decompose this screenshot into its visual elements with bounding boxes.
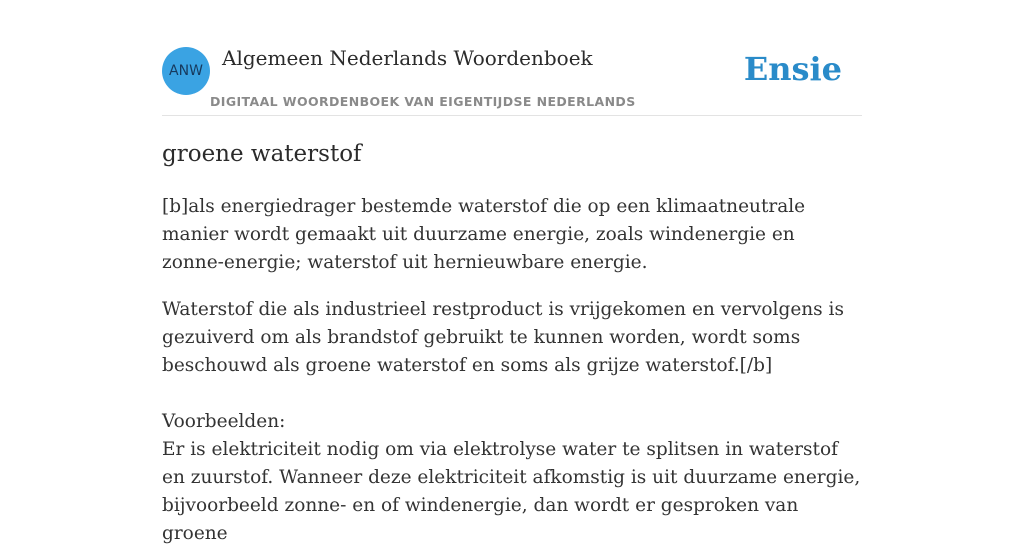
entry-headword: groene waterstof [162, 141, 362, 167]
examples-label: Voorbeelden: [162, 411, 286, 432]
site-header [162, 38, 862, 116]
entry-content [162, 136, 862, 548]
ensie-brand-logo[interactable]: Ensie [743, 50, 842, 88]
entry-definition: [b]als energiedrager bestemde waterstof die op een klimaatneutrale manier wordt gemaakt uit duurzame energie, zoals windenergie en zonne-energie; waterstof uit hernieuwbare energie. [162, 196, 806, 273]
anw-logo[interactable]: ANW [162, 47, 210, 95]
example-text: Er is elektriciteit nodig om via elektrolyse water te splitsen in waterstof en zuurstof. Wanneer deze elektriciteit afkomstig is uit duurzame energie, bijvoorbeeld zonne- en of windenergie, dan wordt er gesproken van groene [162, 439, 861, 544]
site-title[interactable]: Algemeen Nederlands Woordenboek [222, 46, 593, 70]
entry-note: Waterstof die als industrieel restproduct is vrijgekomen en vervolgens is gezuiverd om als brandstof gebruikt te kunnen worden, wordt soms beschouwd als groene waterstof en soms als grijze waterstof.[/b] [162, 299, 844, 376]
site-subtitle: DIGITAAL WOORDENBOEK VAN EIGENTIJDSE NEDERLANDS [210, 94, 636, 109]
